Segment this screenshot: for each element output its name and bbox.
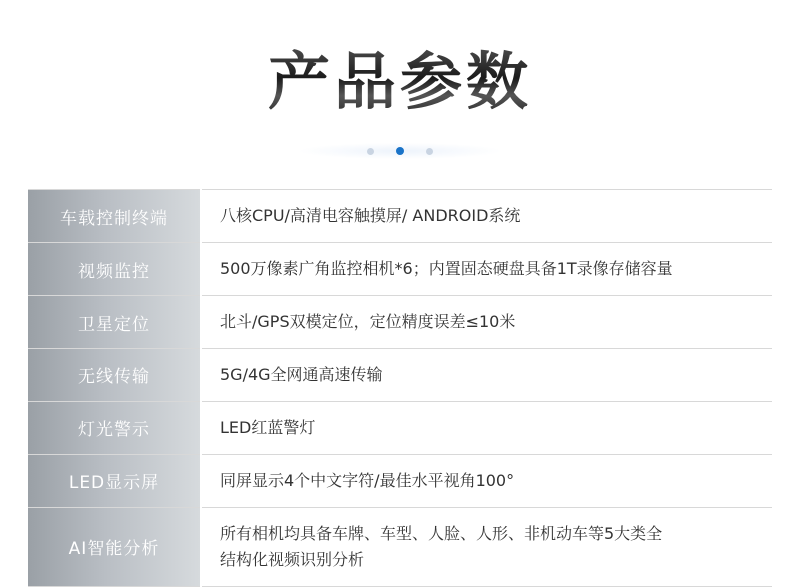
spec-value xyxy=(201,243,772,296)
spec-value xyxy=(201,349,772,402)
spec-value-line: 结构化视频识别分析 xyxy=(220,549,365,569)
spec-label: 卫星定位 xyxy=(28,296,201,349)
spec-value xyxy=(201,296,772,349)
spec-value-line: 八核CPU/高清电容触摸屏/ ANDROID系统 xyxy=(220,206,521,226)
carousel-dot-3[interactable] xyxy=(426,148,433,155)
spec-label: LED显示屏 xyxy=(28,454,201,507)
table-row xyxy=(28,454,772,507)
spec-label: 车载控制终端 xyxy=(28,190,201,243)
spec-value-line: 同屏显示4个中文字符/最佳水平视角100° xyxy=(220,470,515,490)
spec-value-line: LED红蓝警灯 xyxy=(220,417,316,437)
page-title: 产品参数 xyxy=(267,45,532,118)
spec-label: AI智能分析 xyxy=(28,507,201,586)
spec-value-line: 所有相机均具备车牌、车型、人脸、人形、非机动车等5大类全 xyxy=(220,523,663,543)
spec-label: 灯光警示 xyxy=(28,401,201,454)
table-row xyxy=(28,296,772,349)
carousel-dot-2[interactable] xyxy=(396,147,404,155)
carousel-dot-1[interactable] xyxy=(367,148,374,155)
table-row xyxy=(28,190,772,243)
title-section xyxy=(0,0,800,117)
spec-value-line: 5G/4G全网通高速传输 xyxy=(220,365,383,385)
spec-value-line: 北斗/GPS双模定位，定位精度误差≤10米 xyxy=(220,312,516,332)
spec-value xyxy=(201,454,772,507)
spec-value-line: 500万像素广角监控相机*6；内置固态硬盘具备1T录像存储容量 xyxy=(220,259,673,279)
spec-value xyxy=(201,507,772,586)
carousel-dots xyxy=(0,143,800,159)
table-row xyxy=(28,507,772,586)
spec-value xyxy=(201,190,772,243)
table-row xyxy=(28,243,772,296)
spec-label: 无线传输 xyxy=(28,349,201,402)
spec-value xyxy=(201,401,772,454)
spec-label: 视频监控 xyxy=(28,243,201,296)
spec-table xyxy=(28,189,772,586)
table-row xyxy=(28,401,772,454)
table-row xyxy=(28,349,772,402)
